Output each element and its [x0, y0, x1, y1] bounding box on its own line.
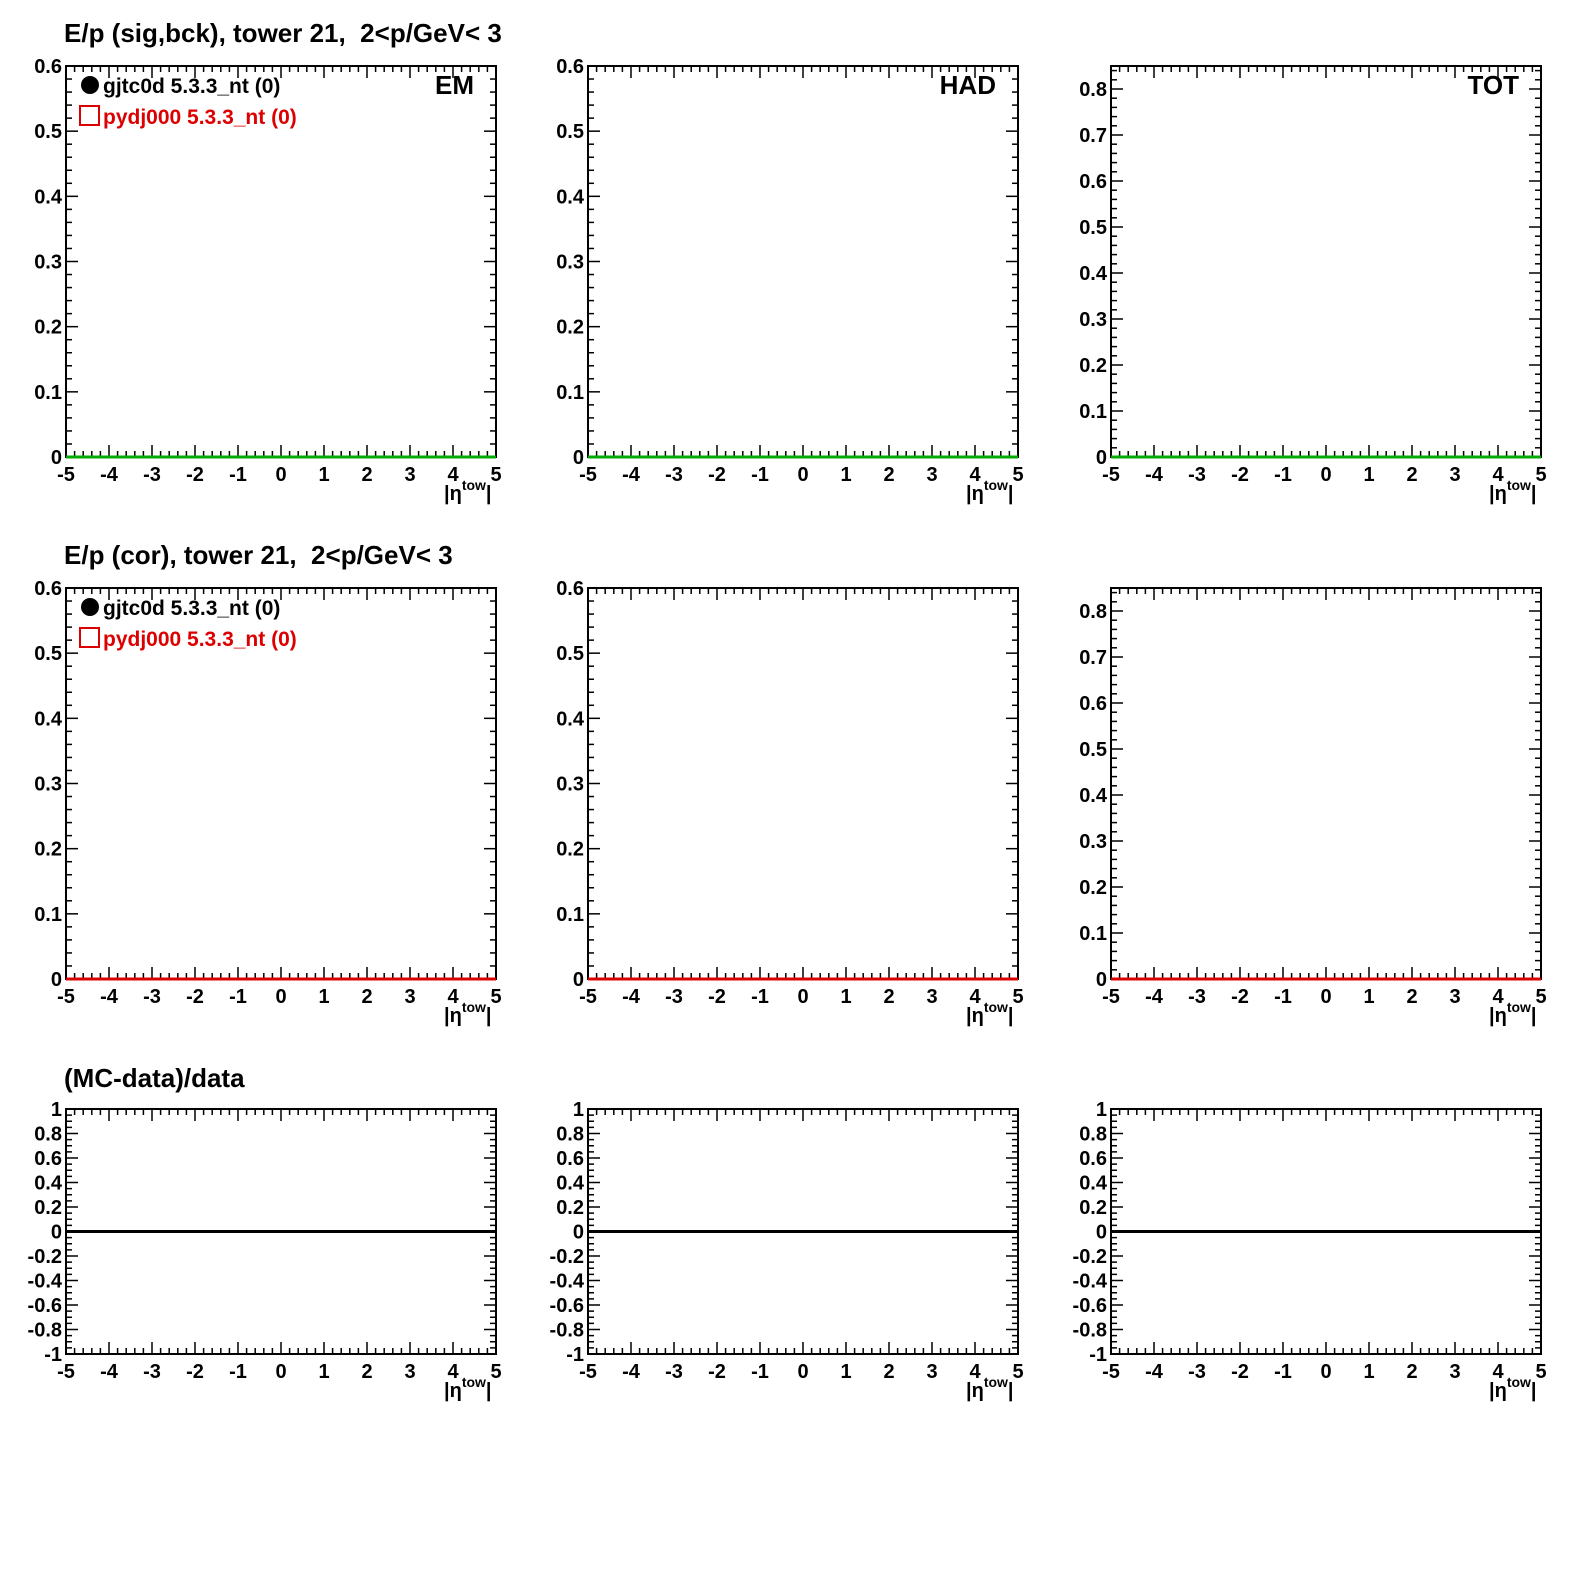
- y-tick-label: 0.8: [1079, 1123, 1107, 1146]
- panel-2-0: [28, 1099, 502, 1402]
- y-tick-label: -0.2: [27, 1246, 62, 1268]
- legend-label: gjtc0d 5.3.3_nt (0): [103, 597, 281, 620]
- x-tick-label: -5: [1102, 464, 1120, 486]
- y-tick-label: 0: [1095, 447, 1107, 469]
- y-tick-label: 0.8: [1079, 601, 1107, 623]
- y-tick-label: 0: [572, 1221, 584, 1244]
- y-tick-label: 0.5: [1079, 739, 1107, 761]
- x-tick-label: 4: [447, 986, 459, 1008]
- panel-label: HAD: [939, 70, 996, 100]
- x-tick-label: -5: [57, 1361, 75, 1383]
- x-tick-label: 2: [361, 1361, 373, 1383]
- x-tick-label: 5: [490, 1361, 502, 1383]
- y-tick-label: 0.8: [34, 1123, 62, 1146]
- x-tick-label: 0: [797, 464, 809, 486]
- legend: [80, 75, 297, 129]
- x-axis-title: $|\eta^{tow}|$: [444, 1374, 492, 1402]
- legend: [80, 597, 297, 651]
- y-tick-label: 0.6: [556, 56, 584, 78]
- x-tick-label: -5: [579, 464, 597, 486]
- y-tick-label: -0.6: [549, 1295, 584, 1317]
- x-tick-label: 5: [490, 986, 502, 1008]
- y-tick-label: 0: [1095, 969, 1107, 991]
- y-tick-label: 0.7: [1079, 125, 1107, 147]
- x-tick-label: -1: [751, 464, 769, 486]
- x-tick-label: 3: [1449, 1361, 1461, 1383]
- x-axis-title: $|\eta^{tow}|$: [1489, 477, 1537, 505]
- y-tick-label: 0: [572, 969, 584, 991]
- x-tick-label: 0: [797, 986, 809, 1008]
- x-tick-label: 1: [1363, 1361, 1375, 1383]
- x-tick-label: 4: [969, 464, 981, 486]
- x-tick-label: 1: [1363, 464, 1375, 486]
- x-axis-title: $|\eta^{tow}|$: [966, 1374, 1014, 1402]
- y-tick-label: 0.6: [34, 1148, 62, 1170]
- y-tick-label: 0.5: [1079, 217, 1107, 239]
- x-tick-label: -3: [665, 464, 683, 486]
- x-tick-label: 3: [926, 464, 938, 486]
- y-tick-label: 0: [1095, 1221, 1107, 1244]
- plot-frame: [588, 588, 1018, 979]
- y-tick-label: 0.1: [34, 381, 62, 404]
- y-tick-label: 0.4: [1079, 1172, 1107, 1195]
- panel-1-1: [556, 578, 1023, 1027]
- panel-2-1: [550, 1099, 1024, 1402]
- y-tick-label: 0: [50, 1221, 62, 1244]
- x-tick-label: 5: [1012, 464, 1024, 486]
- x-tick-label: -2: [1231, 464, 1249, 486]
- y-tick-label: 0: [50, 969, 62, 991]
- x-tick-label: 3: [926, 1361, 938, 1383]
- x-tick-label: 5: [1535, 1361, 1547, 1383]
- x-tick-label: -3: [143, 986, 161, 1008]
- y-tick-label: 0.2: [556, 1197, 584, 1219]
- x-tick-label: 2: [883, 1361, 895, 1383]
- x-tick-label: 5: [1535, 464, 1547, 486]
- y-tick-label: -0.8: [549, 1319, 584, 1342]
- x-tick-label: -1: [229, 464, 247, 486]
- y-tick-label: 0.4: [34, 1172, 62, 1195]
- legend-marker-filled-circle: [81, 598, 99, 616]
- panel-label: TOT: [1467, 70, 1519, 100]
- y-tick-label: -0.2: [549, 1246, 584, 1268]
- y-tick-label: 0.5: [556, 121, 584, 144]
- plot-frame: [588, 66, 1018, 457]
- x-tick-label: 4: [1492, 1361, 1504, 1383]
- x-tick-label: 3: [926, 986, 938, 1008]
- row-title-cor: E/p (cor), tower 21, 2<p/GeV< 3: [64, 540, 453, 570]
- x-tick-label: 2: [1406, 464, 1418, 486]
- x-tick-label: -1: [751, 1361, 769, 1383]
- x-tick-label: 4: [1492, 464, 1504, 486]
- y-tick-label: -0.6: [27, 1295, 62, 1317]
- x-tick-label: -5: [1102, 1361, 1120, 1383]
- x-tick-label: -2: [708, 464, 726, 486]
- y-tick-label: 0.2: [1079, 1197, 1107, 1219]
- legend-marker-open-square: [80, 628, 99, 647]
- plot-frame: [1111, 588, 1541, 979]
- x-tick-label: -5: [57, 464, 75, 486]
- y-tick-label: -1: [1089, 1344, 1107, 1366]
- x-tick-label: 0: [1320, 1361, 1332, 1383]
- x-tick-label: 0: [275, 986, 287, 1008]
- x-tick-label: 5: [490, 464, 502, 486]
- x-tick-label: -2: [186, 986, 204, 1008]
- y-tick-label: 0.6: [34, 56, 62, 78]
- y-tick-label: 0.2: [556, 838, 584, 861]
- x-axis-title: $|\eta^{tow}|$: [966, 477, 1014, 505]
- y-tick-label: 0.3: [1079, 831, 1107, 853]
- y-tick-label: -1: [566, 1344, 584, 1366]
- x-tick-label: 0: [1320, 464, 1332, 486]
- x-tick-label: 4: [969, 986, 981, 1008]
- y-tick-label: -0.4: [549, 1270, 584, 1293]
- x-tick-label: 3: [1449, 464, 1461, 486]
- x-tick-label: 3: [1449, 986, 1461, 1008]
- y-tick-label: 0.7: [1079, 647, 1107, 669]
- y-tick-label: -0.4: [1072, 1270, 1107, 1293]
- y-tick-label: 0.2: [34, 316, 62, 339]
- y-tick-label: 1: [1095, 1099, 1107, 1121]
- x-tick-label: -1: [229, 986, 247, 1008]
- y-tick-label: -0.4: [27, 1270, 62, 1293]
- x-tick-label: 4: [447, 464, 459, 486]
- x-tick-label: -4: [1145, 1361, 1163, 1383]
- x-tick-label: 1: [318, 1361, 330, 1383]
- x-axis-title: $|\eta^{tow}|$: [444, 999, 492, 1027]
- x-tick-label: 2: [1406, 1361, 1418, 1383]
- x-tick-label: 2: [883, 986, 895, 1008]
- y-tick-label: 0.6: [1079, 1148, 1107, 1170]
- x-tick-label: 1: [318, 986, 330, 1008]
- y-tick-label: 0.2: [34, 838, 62, 861]
- x-tick-label: -5: [57, 986, 75, 1008]
- x-axis-title: $|\eta^{tow}|$: [966, 999, 1014, 1027]
- x-tick-label: -2: [1231, 1361, 1249, 1383]
- y-tick-label: 0.5: [34, 121, 62, 144]
- x-tick-label: -2: [1231, 986, 1249, 1008]
- x-axis-title: $|\eta^{tow}|$: [1489, 999, 1537, 1027]
- y-tick-label: 0.6: [34, 578, 62, 600]
- panel-0-1: [556, 56, 1023, 505]
- x-tick-label: 1: [840, 986, 852, 1008]
- x-tick-label: 3: [404, 1361, 416, 1383]
- x-tick-label: 4: [1492, 986, 1504, 1008]
- x-tick-label: -3: [1188, 464, 1206, 486]
- x-tick-label: 5: [1535, 986, 1547, 1008]
- x-tick-label: -3: [665, 986, 683, 1008]
- x-tick-label: -3: [1188, 1361, 1206, 1383]
- x-tick-label: 0: [275, 1361, 287, 1383]
- y-tick-label: -0.8: [1072, 1319, 1107, 1342]
- y-tick-label: 0: [50, 447, 62, 469]
- x-tick-label: -4: [100, 986, 118, 1008]
- x-tick-label: -1: [1274, 986, 1292, 1008]
- y-tick-label: 0.4: [34, 708, 62, 731]
- y-tick-label: 0.1: [556, 903, 584, 926]
- y-tick-label: 0.6: [1079, 693, 1107, 715]
- x-tick-label: 1: [840, 1361, 852, 1383]
- y-tick-label: 0.3: [1079, 309, 1107, 331]
- x-tick-label: -2: [186, 1361, 204, 1383]
- panel-0-2: [1079, 66, 1546, 505]
- y-tick-label: 1: [50, 1099, 62, 1121]
- x-tick-label: 4: [969, 1361, 981, 1383]
- x-tick-label: -4: [622, 464, 640, 486]
- y-tick-label: 0.8: [1079, 79, 1107, 101]
- x-tick-label: -5: [1102, 986, 1120, 1008]
- panel-0-0: [34, 56, 501, 505]
- y-tick-label: 0.4: [556, 708, 584, 731]
- x-tick-label: -1: [1274, 464, 1292, 486]
- x-tick-label: 5: [1012, 986, 1024, 1008]
- x-tick-label: 0: [797, 1361, 809, 1383]
- x-tick-label: -4: [622, 1361, 640, 1383]
- x-axis-title: $|\eta^{tow}|$: [1489, 1374, 1537, 1402]
- y-tick-label: 1: [572, 1099, 584, 1121]
- x-tick-label: -4: [100, 1361, 118, 1383]
- x-tick-label: -2: [708, 986, 726, 1008]
- y-tick-label: 0.3: [556, 251, 584, 274]
- y-tick-label: 0.3: [34, 251, 62, 274]
- x-tick-label: -1: [751, 986, 769, 1008]
- y-tick-label: 0.4: [1079, 785, 1107, 807]
- x-tick-label: 0: [275, 464, 287, 486]
- y-tick-label: 0: [572, 447, 584, 469]
- x-tick-label: 1: [840, 464, 852, 486]
- y-tick-label: 0.5: [556, 643, 584, 666]
- y-tick-label: -1: [44, 1344, 62, 1366]
- y-tick-label: 0.8: [556, 1123, 584, 1146]
- legend-marker-open-square: [80, 106, 99, 125]
- x-tick-label: 5: [1012, 1361, 1024, 1383]
- x-tick-label: 3: [404, 986, 416, 1008]
- y-tick-label: 0.4: [556, 1172, 584, 1195]
- y-tick-label: -0.2: [1072, 1246, 1107, 1268]
- legend-label: pydj000 5.3.3_nt (0): [103, 628, 297, 651]
- y-tick-label: -0.6: [1072, 1295, 1107, 1317]
- y-tick-label: 0.2: [1079, 877, 1107, 899]
- panel-2-2: [1073, 1099, 1547, 1402]
- y-tick-label: 0.2: [1079, 355, 1107, 377]
- x-tick-label: 1: [1363, 986, 1375, 1008]
- x-tick-label: -4: [1145, 986, 1163, 1008]
- row-title-sig-bck: E/p (sig,bck), tower 21, 2<p/GeV< 3: [64, 18, 502, 48]
- y-tick-label: -0.8: [27, 1319, 62, 1342]
- x-tick-label: 2: [361, 986, 373, 1008]
- x-tick-label: -3: [143, 1361, 161, 1383]
- x-tick-label: 0: [1320, 986, 1332, 1008]
- y-tick-label: 0.4: [34, 186, 62, 209]
- legend-marker-filled-circle: [81, 76, 99, 94]
- y-tick-label: 0.4: [1079, 263, 1107, 285]
- x-tick-label: 3: [404, 464, 416, 486]
- x-tick-label: -5: [579, 1361, 597, 1383]
- x-tick-label: 2: [883, 464, 895, 486]
- y-tick-label: 0.1: [34, 903, 62, 926]
- x-tick-label: -2: [708, 1361, 726, 1383]
- x-tick-label: 2: [361, 464, 373, 486]
- y-tick-label: 0.3: [34, 773, 62, 796]
- x-axis-title: $|\eta^{tow}|$: [444, 477, 492, 505]
- x-tick-label: -1: [1274, 1361, 1292, 1383]
- y-tick-label: 0.2: [556, 316, 584, 339]
- x-tick-label: -3: [143, 464, 161, 486]
- plot-frame: [1111, 66, 1541, 457]
- y-tick-label: 0.2: [34, 1197, 62, 1219]
- x-tick-label: -2: [186, 464, 204, 486]
- y-tick-label: 0.4: [556, 186, 584, 209]
- x-tick-label: -3: [665, 1361, 683, 1383]
- x-tick-label: -1: [229, 1361, 247, 1383]
- y-tick-label: 0.3: [556, 773, 584, 796]
- y-tick-label: 0.1: [1079, 923, 1107, 945]
- x-tick-label: -3: [1188, 986, 1206, 1008]
- x-tick-label: 4: [447, 1361, 459, 1383]
- x-tick-label: -4: [622, 986, 640, 1008]
- panel-1-2: [1079, 588, 1546, 1027]
- y-tick-label: 0.6: [556, 578, 584, 600]
- y-tick-label: 0.6: [1079, 171, 1107, 193]
- y-tick-label: 0.1: [556, 381, 584, 404]
- legend-label: pydj000 5.3.3_nt (0): [103, 106, 297, 129]
- y-tick-label: 0.1: [1079, 401, 1107, 423]
- x-tick-label: -4: [100, 464, 118, 486]
- legend-label: gjtc0d 5.3.3_nt (0): [103, 75, 281, 98]
- x-tick-label: -5: [579, 986, 597, 1008]
- y-tick-label: 0.6: [556, 1148, 584, 1170]
- x-tick-label: 1: [318, 464, 330, 486]
- x-tick-label: -4: [1145, 464, 1163, 486]
- panel-1-0: [34, 578, 501, 1027]
- y-tick-label: 0.5: [34, 643, 62, 666]
- x-tick-label: 2: [1406, 986, 1418, 1008]
- row-title-ratio: (MC-data)/data: [64, 1063, 245, 1093]
- panel-label: EM: [435, 70, 474, 100]
